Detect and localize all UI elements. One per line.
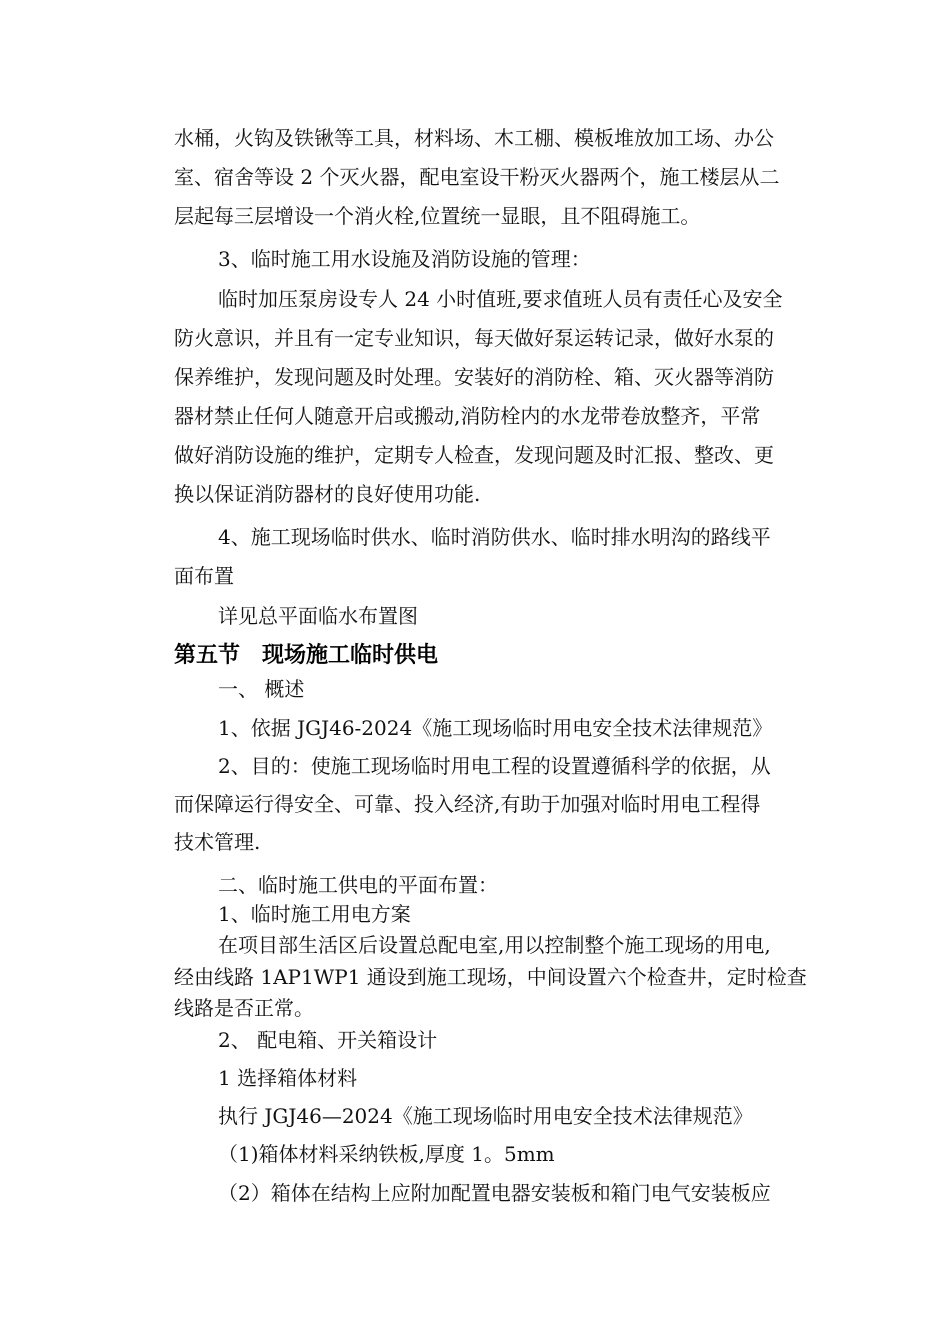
body-line: 室、宿舍等设 2 个灭火器，配电室设干粉灭火器两个，施工楼层从二 <box>174 165 780 189</box>
body-line: 器材禁止任何人随意开启或搬动,消防栓内的水龙带卷放整齐，平常 <box>174 404 761 428</box>
body-line: （2）箱体在结构上应附加配置电器安装板和箱门电气安装板应 <box>218 1181 771 1205</box>
body-line: 在项目部生活区后设置总配电室,用以控制整个施工现场的用电, <box>218 933 771 957</box>
body-line: 保养维护，发现问题及时处理。安装好的消防栓、箱、灭火器等消防 <box>174 365 774 389</box>
body-line: 临时加压泵房设专人 24 小时值班,要求值班人员有责任心及安全 <box>218 287 783 311</box>
body-line: 详见总平面临水布置图 <box>218 604 418 628</box>
subsection-title: 2、 配电箱、开关箱设计 <box>218 1028 438 1052</box>
body-line: 而保障运行得安全、可靠、投入经济,有助于加强对临时用电工程得 <box>174 792 761 816</box>
subsection-title: 4、施工现场临时供水、临时消防供水、临时排水明沟的路线平 <box>218 525 771 549</box>
body-line: 经由线路 1AP1WP1 通设到施工现场，中间设置六个检查井，定时检查 <box>174 965 807 989</box>
body-line: 1 选择箱体材料 <box>218 1066 358 1090</box>
body-line: （1)箱体材料采纳铁板,厚度 1。5mm <box>218 1142 555 1166</box>
body-line: 线路是否正常。 <box>174 996 314 1020</box>
body-line: 做好消防设施的维护，定期专人检查，发现问题及时汇报、整改、更 <box>174 443 774 467</box>
body-line: 换以保证消防器材的良好使用功能. <box>174 482 481 506</box>
body-line: 1、依据 JGJ46-2024《施工现场临时用电安全技术法律规范》 <box>218 716 773 740</box>
body-line: 面布置 <box>174 564 234 588</box>
body-line: 层起每三层增设一个消火栓,位置统一显眼，且不阻碍施工。 <box>174 204 701 228</box>
body-line: 防火意识，并且有一定专业知识，每天做好泵运转记录，做好水泵的 <box>174 326 774 350</box>
body-line: 2、目的：使施工现场临时用电工程的设置遵循科学的依据，从 <box>218 754 771 778</box>
section-heading: 第五节 现场施工临时供电 <box>174 643 439 668</box>
subsection-title: 1、临时施工用电方案 <box>218 902 411 926</box>
body-line: 技术管理. <box>174 830 261 854</box>
body-line: 水桶，火钩及铁锹等工具，材料场、木工棚、模板堆放加工场、办公 <box>174 126 774 150</box>
list-heading: 二、临时施工供电的平面布置： <box>218 873 498 897</box>
subsection-title: 3、临时施工用水设施及消防设施的管理： <box>218 247 591 271</box>
list-heading: 一、 概述 <box>218 677 305 701</box>
body-line: 执行 JGJ46—2024《施工现场临时用电安全技术法律规范》 <box>218 1104 753 1128</box>
